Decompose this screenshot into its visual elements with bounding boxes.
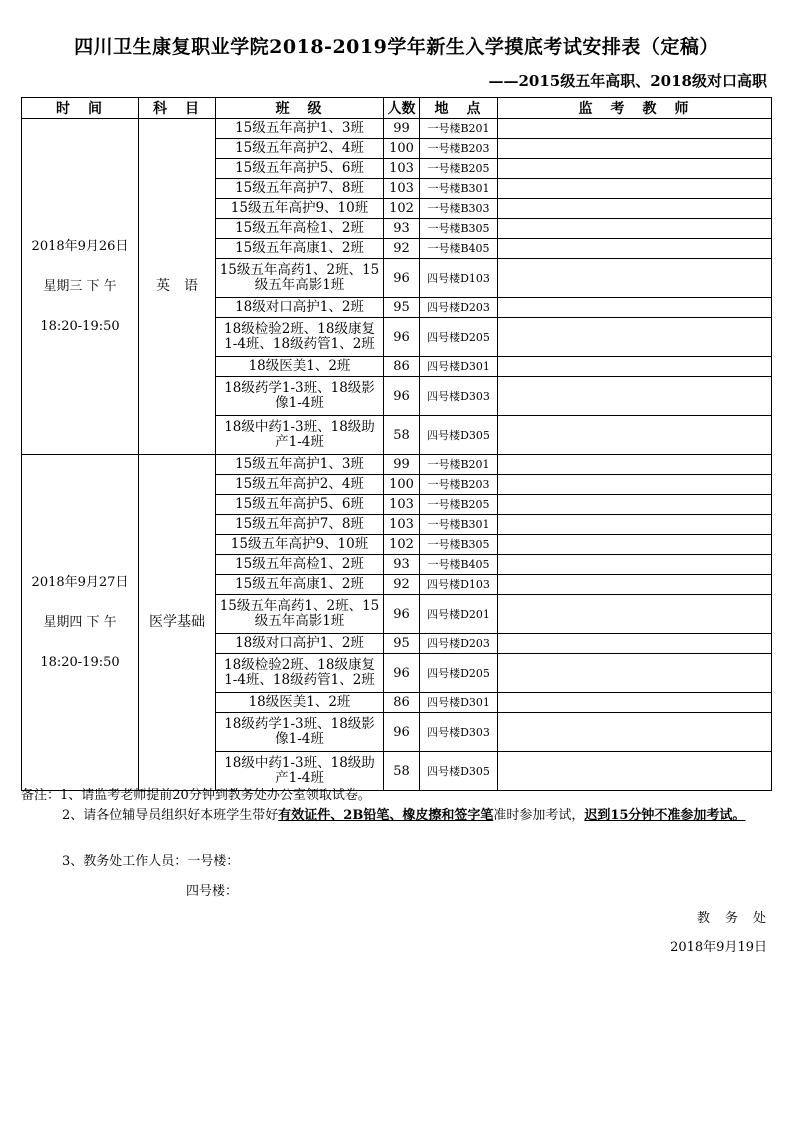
class-cell: 15级五年高药1、2班、15级五年高影1班 <box>216 259 384 298</box>
class-cell: 15级五年高护9、10班 <box>216 535 384 555</box>
place-cell: 一号楼B203 <box>420 139 498 159</box>
place-cell: 四号楼D103 <box>420 259 498 298</box>
place-cell: 一号楼B305 <box>420 535 498 555</box>
count-cell: 58 <box>384 752 420 791</box>
place-cell: 四号楼D305 <box>420 752 498 791</box>
proctor-cell <box>498 495 772 515</box>
proctor-cell <box>498 693 772 713</box>
header-class: 班 级 <box>216 98 384 119</box>
session-date: 2018年9月27日 <box>31 574 129 590</box>
place-cell: 一号楼B301 <box>420 179 498 199</box>
proctor-cell <box>498 199 772 219</box>
class-cell: 15级五年高检1、2班 <box>216 555 384 575</box>
class-cell: 18级对口高护1、2班 <box>216 634 384 654</box>
count-cell: 95 <box>384 298 420 318</box>
session-time: 18:20-19:50 <box>40 654 120 670</box>
session-weekday: 星期四 下 午 <box>43 614 117 630</box>
count-cell: 100 <box>384 139 420 159</box>
class-cell: 15级五年高护2、4班 <box>216 139 384 159</box>
header-subject: 科 目 <box>139 98 216 119</box>
proctor-cell <box>498 159 772 179</box>
place-cell: 四号楼D201 <box>420 595 498 634</box>
proctor-cell <box>498 239 772 259</box>
place-cell: 一号楼B305 <box>420 219 498 239</box>
proctor-cell <box>498 595 772 634</box>
place-cell: 四号楼D203 <box>420 298 498 318</box>
place-cell: 一号楼B201 <box>420 119 498 139</box>
proctor-cell <box>498 259 772 298</box>
place-cell: 一号楼B203 <box>420 475 498 495</box>
session-time-cell <box>22 119 139 455</box>
count-cell: 99 <box>384 119 420 139</box>
table-row <box>22 455 772 475</box>
count-cell: 96 <box>384 654 420 693</box>
proctor-cell <box>498 555 772 575</box>
count-cell: 102 <box>384 199 420 219</box>
proctor-cell <box>498 318 772 357</box>
place-cell: 一号楼B405 <box>420 555 498 575</box>
count-cell: 96 <box>384 259 420 298</box>
proctor-cell <box>498 219 772 239</box>
count-cell: 96 <box>384 713 420 752</box>
proctor-cell <box>498 455 772 475</box>
header-place: 地 点 <box>420 98 498 119</box>
count-cell: 103 <box>384 179 420 199</box>
issue-date: 2018年9月19日 <box>670 940 767 955</box>
class-cell: 15级五年高康1、2班 <box>216 575 384 595</box>
proctor-cell <box>498 575 772 595</box>
proctor-cell <box>498 515 772 535</box>
class-cell: 18级检验2班、18级康复1-4班、18级药管1、2班 <box>216 654 384 693</box>
class-cell: 15级五年高护1、3班 <box>216 455 384 475</box>
count-cell: 103 <box>384 515 420 535</box>
proctor-cell <box>498 475 772 495</box>
note-1: 备注：1、请监考老师提前20分钟到教务处办公室领取试卷。 <box>21 788 371 803</box>
dept-signature: 教 务 处 <box>696 911 767 926</box>
count-cell: 93 <box>384 219 420 239</box>
place-cell: 一号楼B205 <box>420 495 498 515</box>
count-cell: 99 <box>384 455 420 475</box>
table-header-row <box>22 98 772 119</box>
place-cell: 一号楼B405 <box>420 239 498 259</box>
proctor-cell <box>498 713 772 752</box>
count-cell: 86 <box>384 357 420 377</box>
proctor-cell <box>498 752 772 791</box>
class-cell: 15级五年高药1、2班、15级五年高影1班 <box>216 595 384 634</box>
count-cell: 86 <box>384 693 420 713</box>
count-cell: 103 <box>384 159 420 179</box>
count-cell: 92 <box>384 575 420 595</box>
count-cell: 95 <box>384 634 420 654</box>
proctor-cell <box>498 535 772 555</box>
proctor-cell <box>498 654 772 693</box>
place-cell: 四号楼D301 <box>420 693 498 713</box>
count-cell: 58 <box>384 416 420 455</box>
proctor-cell <box>498 357 772 377</box>
class-cell: 18级对口高护1、2班 <box>216 298 384 318</box>
note-2-text-b: 准时参加考试， <box>493 808 585 823</box>
count-cell: 96 <box>384 318 420 357</box>
class-cell: 15级五年高护5、6班 <box>216 495 384 515</box>
place-cell: 四号楼D103 <box>420 575 498 595</box>
note-3: 3、教务处工作人员：一号楼： <box>62 854 240 869</box>
page-subtitle: ——2015级五年高职、2018级对口高职 <box>488 72 767 90</box>
class-cell: 15级五年高康1、2班 <box>216 239 384 259</box>
count-cell: 92 <box>384 239 420 259</box>
page-title: 四川卫生康复职业学院2018-2019学年新生入学摸底考试安排表（定稿） <box>74 36 719 58</box>
place-cell: 一号楼B201 <box>420 455 498 475</box>
session-time-cell <box>22 455 139 791</box>
class-cell: 15级五年高护2、4班 <box>216 475 384 495</box>
table-row <box>22 119 772 139</box>
place-cell: 四号楼D301 <box>420 357 498 377</box>
place-cell: 四号楼D203 <box>420 634 498 654</box>
header-proctor: 监 考 教 师 <box>498 98 772 119</box>
header-count: 人数 <box>384 98 420 119</box>
proctor-cell <box>498 298 772 318</box>
header-time: 时 间 <box>22 98 139 119</box>
count-cell: 93 <box>384 555 420 575</box>
proctor-cell <box>498 179 772 199</box>
place-cell: 一号楼B301 <box>420 515 498 535</box>
place-cell: 一号楼B303 <box>420 199 498 219</box>
class-cell: 15级五年高护9、10班 <box>216 199 384 219</box>
proctor-cell <box>498 416 772 455</box>
class-cell: 18级检验2班、18级康复1-4班、18级药管1、2班 <box>216 318 384 357</box>
class-cell: 18级药学1-3班、18级影像1-4班 <box>216 377 384 416</box>
session-subject: 英 语 <box>139 119 216 455</box>
place-cell: 四号楼D303 <box>420 713 498 752</box>
place-cell: 四号楼D205 <box>420 654 498 693</box>
exam-schedule-table <box>21 97 772 791</box>
session-weekday: 星期三 下 午 <box>43 278 117 294</box>
proctor-cell <box>498 139 772 159</box>
count-cell: 103 <box>384 495 420 515</box>
class-cell: 18级中药1-3班、18级助产1-4班 <box>216 416 384 455</box>
note-3-building4: 四号楼： <box>186 884 239 899</box>
proctor-cell <box>498 377 772 416</box>
count-cell: 102 <box>384 535 420 555</box>
count-cell: 100 <box>384 475 420 495</box>
class-cell: 18级医美1、2班 <box>216 357 384 377</box>
proctor-cell <box>498 119 772 139</box>
count-cell: 96 <box>384 377 420 416</box>
place-cell: 四号楼D205 <box>420 318 498 357</box>
session-subject: 医学基础 <box>139 455 216 791</box>
note-2-text: 2、请各位辅导员组织好本班学生带好 <box>62 808 279 823</box>
session-time: 18:20-19:50 <box>40 318 120 334</box>
class-cell: 15级五年高护7、8班 <box>216 179 384 199</box>
place-cell: 四号楼D305 <box>420 416 498 455</box>
class-cell: 15级五年高护7、8班 <box>216 515 384 535</box>
class-cell: 18级中药1-3班、18级助产1-4班 <box>216 752 384 791</box>
class-cell: 18级医美1、2班 <box>216 693 384 713</box>
proctor-cell <box>498 634 772 654</box>
note-2 <box>62 806 762 825</box>
class-cell: 15级五年高检1、2班 <box>216 219 384 239</box>
place-cell: 四号楼D303 <box>420 377 498 416</box>
place-cell: 一号楼B205 <box>420 159 498 179</box>
session-date: 2018年9月26日 <box>31 238 129 254</box>
class-cell: 15级五年高护1、3班 <box>216 119 384 139</box>
class-cell: 18级药学1-3班、18级影像1-4班 <box>216 713 384 752</box>
count-cell: 96 <box>384 595 420 634</box>
note-2-items: 有效证件、2B铅笔、橡皮擦和签字笔 <box>278 808 494 823</box>
note-2-warning: 迟到15分钟不准参加考试。 <box>584 808 746 823</box>
class-cell: 15级五年高护5、6班 <box>216 159 384 179</box>
